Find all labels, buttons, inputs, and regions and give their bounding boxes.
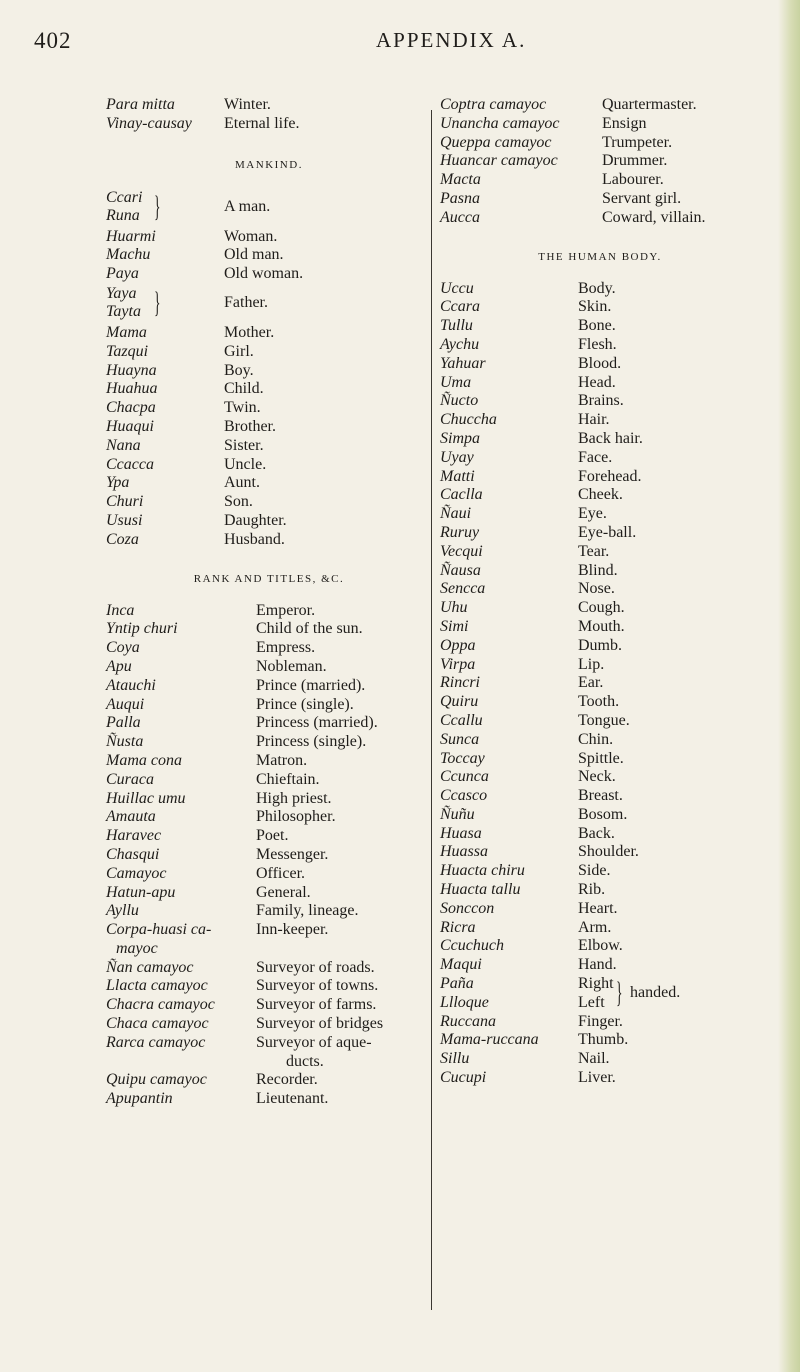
glossary-entry <box>106 639 432 658</box>
entry-term: Ccacca <box>106 455 154 473</box>
entry-term: Rarca camayoc <box>106 1033 206 1051</box>
glossary-entry <box>106 733 432 752</box>
entry-term: Nana <box>106 436 141 454</box>
entry-yaya-tayta <box>106 284 432 324</box>
entry-term: Huaqui <box>106 417 154 435</box>
glossary-entry <box>440 190 760 209</box>
entry-english: Husband. <box>224 530 285 548</box>
entry-english: Empress. <box>256 639 316 657</box>
entry-english: Chieftain. <box>256 770 320 788</box>
glossary-entry <box>440 374 760 393</box>
entry-english: Finger. <box>578 1012 623 1030</box>
entry-term: Huacta tallu <box>440 881 521 899</box>
entry-term: Curaca <box>106 770 154 788</box>
entry-english: Old man. <box>224 246 284 264</box>
glossary-entry <box>440 750 760 769</box>
entry-term: Ñaui <box>440 505 472 523</box>
brace: } <box>616 976 623 1010</box>
entry-english: Prince (single). <box>256 695 354 713</box>
glossary-entry <box>440 171 760 190</box>
entry-corpa-huasi <box>106 921 432 959</box>
glossary-entry <box>106 265 432 284</box>
entry-term: Sonccon <box>440 899 495 917</box>
entry-english: Nobleman. <box>256 657 327 675</box>
entry-english: Left <box>578 993 605 1011</box>
glossary-entry <box>106 343 432 362</box>
entry-english: Boy. <box>224 361 254 379</box>
glossary-entry <box>106 380 432 399</box>
brace: } <box>154 189 161 223</box>
entry-term: Simpa <box>440 429 480 447</box>
entry-term: Sillu <box>440 1050 470 1068</box>
entry-english: Officer. <box>256 864 306 882</box>
entry-term: Toccay <box>440 749 485 767</box>
entry-term: Chasqui <box>106 845 160 863</box>
entry-english: Surveyor of aque- <box>256 1033 372 1051</box>
glossary-entry <box>440 937 760 956</box>
entry-term: Chacpa <box>106 399 156 417</box>
entry-english: Chin. <box>578 730 614 748</box>
glossary-entry <box>440 768 760 787</box>
glossary-entry <box>106 324 432 343</box>
entry-english: Messenger. <box>256 845 329 863</box>
glossary-entry <box>440 1050 760 1069</box>
entry-term: Huassa <box>440 843 489 861</box>
entry-english: Blind. <box>578 561 618 579</box>
left-column <box>106 96 432 1109</box>
entry-english: Aunt. <box>224 474 260 492</box>
entry-term: Uhu <box>440 599 468 617</box>
entry-term: Sencca <box>440 580 486 598</box>
entry-term: Ñausa <box>440 561 481 579</box>
entry-english: Son. <box>224 493 253 511</box>
entry-right-left-hand <box>440 975 760 1013</box>
entry-english: A man. <box>224 197 271 215</box>
entry-term: Para mitta <box>106 96 175 113</box>
entry-term: Coza <box>106 530 139 548</box>
entry-english: Drummer. <box>602 152 668 170</box>
page-header <box>0 28 800 68</box>
entry-english: Brains. <box>578 392 624 410</box>
glossary-entry <box>440 392 760 411</box>
entry-english: Coward, villain. <box>602 208 706 226</box>
entry-english: Family, lineage. <box>256 902 359 920</box>
right-column <box>440 96 760 1088</box>
entry-english: Hand. <box>578 956 617 974</box>
glossary-entry <box>106 658 432 677</box>
entry-english: Father. <box>224 293 268 311</box>
entry-term: Ricra <box>440 918 476 936</box>
entry-english: Forehead. <box>578 467 642 485</box>
entry-term: Hatun-apu <box>106 883 176 901</box>
entry-term: Chacra camayoc <box>106 996 215 1014</box>
entry-english: Eternal life. <box>224 114 300 132</box>
section-heading-mankind: MANKIND. <box>235 158 303 171</box>
entry-term: Huacta chiru <box>440 862 525 880</box>
entry-english: Brother. <box>224 417 276 435</box>
section-heading-human-body: THE HUMAN BODY. <box>538 250 662 263</box>
glossary-entry <box>440 599 760 618</box>
glossary-entry <box>440 543 760 562</box>
glossary-entry <box>106 474 432 493</box>
glossary-entry <box>440 115 760 134</box>
entry-term: Churi <box>106 493 144 511</box>
glossary-entry <box>106 1015 432 1034</box>
glossary-entry <box>440 486 760 505</box>
entry-english: Dumb. <box>578 636 622 654</box>
glossary-entry <box>440 524 760 543</box>
entry-term: Aychu <box>440 335 480 353</box>
entry-term: Quiru <box>440 693 479 711</box>
glossary-entry <box>440 449 760 468</box>
entry-english: Lieutenant. <box>256 1090 329 1108</box>
entry-term: Mama <box>106 323 147 341</box>
glossary-entry <box>440 505 760 524</box>
glossary-entry <box>440 825 760 844</box>
entry-term: Ypa <box>106 474 130 492</box>
glossary-entry <box>106 677 432 696</box>
glossary-entry <box>440 618 760 637</box>
glossary-entry <box>106 790 432 809</box>
entry-term: Chaca camayoc <box>106 1015 209 1033</box>
entry-term: Queppa camayoc <box>440 133 552 151</box>
section-heading-rank-and-titles: RANK AND TITLES, &C. <box>193 572 345 585</box>
entry-english: Tooth. <box>578 693 620 711</box>
glossary-entry <box>440 900 760 919</box>
glossary-entry <box>106 246 432 265</box>
brace: } <box>154 285 161 319</box>
entry-english: Surveyor of bridges <box>256 1015 384 1033</box>
entry-term: Rincri <box>440 674 480 692</box>
entry-term: Huillac umu <box>106 789 186 807</box>
entry-english: Heart. <box>578 899 618 917</box>
entry-english: Twin. <box>224 399 261 417</box>
entry-english: Back. <box>578 824 615 842</box>
entry-term: Ccara <box>440 298 480 316</box>
entry-rarca-camayoc <box>106 1034 432 1072</box>
glossary-entry <box>106 696 432 715</box>
entry-english: Skin. <box>578 298 612 316</box>
glossary-entry <box>440 1013 760 1032</box>
glossary-entry <box>106 977 432 996</box>
entry-term: Corpa-huasi ca- <box>106 921 212 939</box>
glossary-entry <box>106 531 432 550</box>
entry-term: Tullu <box>440 317 473 335</box>
entry-english: Old woman. <box>224 265 304 283</box>
glossary-entry <box>440 562 760 581</box>
entry-term: Macta <box>440 171 481 189</box>
glossary-entry <box>106 1071 432 1090</box>
entry-english: Sister. <box>224 436 264 454</box>
entry-english: Recorder. <box>256 1071 318 1089</box>
entry-english: Spittle. <box>578 749 624 767</box>
entry-english: Surveyor of towns. <box>256 977 379 995</box>
entry-term: Llacta camayoc <box>106 977 208 995</box>
entry-term: Atauchi <box>106 676 156 694</box>
entry-term: Ccunca <box>440 768 489 786</box>
entry-term: Apupantin <box>106 1090 173 1108</box>
running-title: APPENDIX A. <box>376 28 527 52</box>
entry-term: Ñan camayoc <box>106 958 194 976</box>
entry-term: Huayna <box>106 361 157 379</box>
glossary-entry <box>440 152 760 171</box>
glossary-entry <box>440 317 760 336</box>
entry-english: Cheek. <box>578 486 623 504</box>
entry-english: Poet. <box>256 827 289 845</box>
entry-english: Liver. <box>578 1069 616 1087</box>
glossary-entry <box>440 881 760 900</box>
entry-term-continued: mayoc <box>116 939 158 957</box>
glossary-entry <box>440 430 760 449</box>
entry-english: Lip. <box>578 655 605 673</box>
entry-english: Servant girl. <box>602 189 682 207</box>
entry-english: Prince (married). <box>256 676 366 694</box>
entry-english: Body. <box>578 279 616 297</box>
entry-english: Surveyor of farms. <box>256 996 377 1014</box>
glossary-entry <box>106 959 432 978</box>
entry-term: Caclla <box>440 486 483 504</box>
entry-english: Girl. <box>224 342 254 360</box>
entry-english: Trumpeter. <box>602 133 673 151</box>
entry-english: Uncle. <box>224 455 267 473</box>
glossary-entry <box>440 656 760 675</box>
entry-term: Uma <box>440 373 472 391</box>
entry-english: Shoulder. <box>578 843 639 861</box>
entry-term: Oppa <box>440 636 476 654</box>
glossary-entry <box>440 209 760 228</box>
entry-term: Tayta <box>106 302 141 320</box>
entry-english: Blood. <box>578 354 622 372</box>
glossary-entry <box>440 336 760 355</box>
entry-english: Princess (single). <box>256 733 367 751</box>
entry-term: Ccari <box>106 188 143 206</box>
entry-term: Mama cona <box>106 751 182 769</box>
entry-english: Surveyor of roads. <box>256 958 375 976</box>
entry-english: General. <box>256 883 311 901</box>
entry-term: Coptra camayoc <box>440 96 547 113</box>
entry-english: Tongue. <box>578 711 630 729</box>
glossary-entry <box>440 674 760 693</box>
entry-term: Ñusta <box>106 733 144 751</box>
glossary-entry <box>440 712 760 731</box>
entry-term: Machu <box>106 246 151 264</box>
entry-term: Llloque <box>440 993 489 1011</box>
entry-term: Yaya <box>106 284 137 302</box>
entry-english: Tear. <box>578 542 610 560</box>
glossary-entry <box>440 693 760 712</box>
entry-english: Flesh. <box>578 335 617 353</box>
glossary-entry <box>440 411 760 430</box>
entry-term: Huahua <box>106 380 158 398</box>
entry-term: Yahuar <box>440 354 486 372</box>
entry-term: Ruccana <box>440 1012 496 1030</box>
entry-term: Huarmi <box>106 227 156 245</box>
entry-english: Arm. <box>578 918 612 936</box>
entry-english: Bosom. <box>578 805 628 823</box>
entry-term: Ñucto <box>440 392 479 410</box>
entry-english: Side. <box>578 862 611 880</box>
entry-term: Unancha camayoc <box>440 114 560 132</box>
entry-term: Ccallu <box>440 711 483 729</box>
entry-english: Mouth. <box>578 617 625 635</box>
glossary-entry <box>440 956 760 975</box>
glossary-entry <box>440 1031 760 1050</box>
entry-english: Inn-keeper. <box>256 921 329 939</box>
glossary-entry <box>106 902 432 921</box>
glossary-entry <box>106 996 432 1015</box>
entry-term: Ruruy <box>440 523 480 541</box>
entry-english: Philosopher. <box>256 808 336 826</box>
entry-term: Runa <box>106 206 140 224</box>
entry-english: Princess (married). <box>256 714 378 732</box>
entry-term: Mama-ruccana <box>440 1031 539 1049</box>
entry-term: Ñuñu <box>440 805 475 823</box>
entry-english: Quartermaster. <box>602 96 697 113</box>
glossary-entry <box>106 884 432 903</box>
entry-english: Child. <box>224 380 264 398</box>
entry-english: High priest. <box>256 789 332 807</box>
glossary-entry <box>106 827 432 846</box>
entry-english: Winter. <box>224 96 271 113</box>
entry-english: Ear. <box>578 674 604 692</box>
glossary-entry <box>106 771 432 790</box>
glossary-entry <box>106 512 432 531</box>
entry-english: Thumb. <box>578 1031 629 1049</box>
entry-term: Paña <box>440 975 474 993</box>
entry-term: Ccuchuch <box>440 937 504 955</box>
glossary-entry <box>106 493 432 512</box>
entry-term: Ususi <box>106 511 143 529</box>
entry-english: Ensign <box>602 114 647 132</box>
entry-english: Daughter. <box>224 511 287 529</box>
glossary-entry <box>106 418 432 437</box>
entry-term: Paya <box>106 265 139 283</box>
glossary-entry <box>440 637 760 656</box>
glossary-entry <box>106 437 432 456</box>
entry-term: Palla <box>106 714 141 732</box>
entry-term: Amauta <box>106 808 156 826</box>
entry-english: Cough. <box>578 599 625 617</box>
entry-term: Tazqui <box>106 342 149 360</box>
glossary-entry <box>106 620 432 639</box>
glossary-entry <box>440 280 760 299</box>
entry-term: Vinay-causay <box>106 114 192 132</box>
glossary-entry <box>106 1090 432 1109</box>
entry-term: Maqui <box>440 956 482 974</box>
entry-term: Quipu camayoc <box>106 1071 207 1089</box>
entry-term: Coya <box>106 639 140 657</box>
glossary-entry <box>440 355 760 374</box>
entry-term: Apu <box>106 657 132 675</box>
entry-english-continued: ducts. <box>286 1052 324 1070</box>
glossary-entry <box>106 602 432 621</box>
entry-term: Vecqui <box>440 542 483 560</box>
entry-term: Cucupi <box>440 1069 487 1087</box>
entry-term: Ayllu <box>106 902 139 920</box>
entry-english: Bone. <box>578 317 616 335</box>
entry-term: Haravec <box>106 827 162 845</box>
entry-english: Eye. <box>578 505 607 523</box>
entry-term: Sunca <box>440 730 480 748</box>
glossary-entry <box>106 96 432 115</box>
glossary-entry <box>106 752 432 771</box>
entry-term: Uyay <box>440 448 474 466</box>
entry-term: Huasa <box>440 824 482 842</box>
glossary-entry <box>106 362 432 381</box>
glossary-entry <box>440 580 760 599</box>
glossary-entry <box>440 96 760 115</box>
entry-term: Inca <box>106 601 135 619</box>
entry-term: Simi <box>440 617 469 635</box>
entry-english: Face. <box>578 448 613 466</box>
glossary-entry <box>106 808 432 827</box>
entry-term: Huancar camayoc <box>440 152 558 170</box>
entry-english: Neck. <box>578 768 616 786</box>
entry-term: Pasna <box>440 189 480 207</box>
glossary-entry <box>106 456 432 475</box>
entry-english: Eye-ball. <box>578 523 637 541</box>
entry-term: Virpa <box>440 655 476 673</box>
glossary-entry <box>440 731 760 750</box>
entry-term: Yntip churi <box>106 620 178 638</box>
entry-english: Nail. <box>578 1050 610 1068</box>
entry-term: Auqui <box>106 695 145 713</box>
glossary-entry <box>440 134 760 153</box>
entry-english: Labourer. <box>602 171 664 189</box>
entry-english: Emperor. <box>256 601 316 619</box>
glossary-entry <box>106 846 432 865</box>
entry-english: Mother. <box>224 323 275 341</box>
entry-english: Elbow. <box>578 937 623 955</box>
entry-english: Matron. <box>256 751 308 769</box>
entry-english-group: handed. <box>630 984 681 1002</box>
glossary-entry <box>440 787 760 806</box>
glossary-entry <box>440 806 760 825</box>
glossary-entry <box>440 1069 760 1088</box>
entry-ccari-runa <box>106 188 432 228</box>
entry-english: Breast. <box>578 787 623 805</box>
entry-english: Rib. <box>578 881 606 899</box>
glossary-entry <box>440 298 760 317</box>
page-number: 402 <box>34 28 72 53</box>
entry-term: Uccu <box>440 279 474 297</box>
glossary-entry <box>440 919 760 938</box>
entry-term: Matti <box>440 467 475 485</box>
entry-term: Ccasco <box>440 787 488 805</box>
entry-english: Woman. <box>224 227 278 245</box>
glossary-entry <box>440 468 760 487</box>
entry-term: Aucca <box>440 208 480 226</box>
glossary-entry <box>106 865 432 884</box>
entry-english: Back hair. <box>578 429 643 447</box>
glossary-entry <box>106 115 432 134</box>
entry-english: Child of the sun. <box>256 620 363 638</box>
glossary-entry <box>106 399 432 418</box>
glossary-entry <box>106 714 432 733</box>
entry-english: Nose. <box>578 580 615 598</box>
entry-english: Head. <box>578 373 616 391</box>
glossary-entry <box>440 862 760 881</box>
entry-term: Camayoc <box>106 864 167 882</box>
entry-term: Chuccha <box>440 411 497 429</box>
glossary-entry <box>106 228 432 247</box>
glossary-entry <box>440 843 760 862</box>
entry-english: Hair. <box>578 411 610 429</box>
entry-english: Right <box>578 975 614 993</box>
page-edge-shadow <box>778 0 800 1372</box>
